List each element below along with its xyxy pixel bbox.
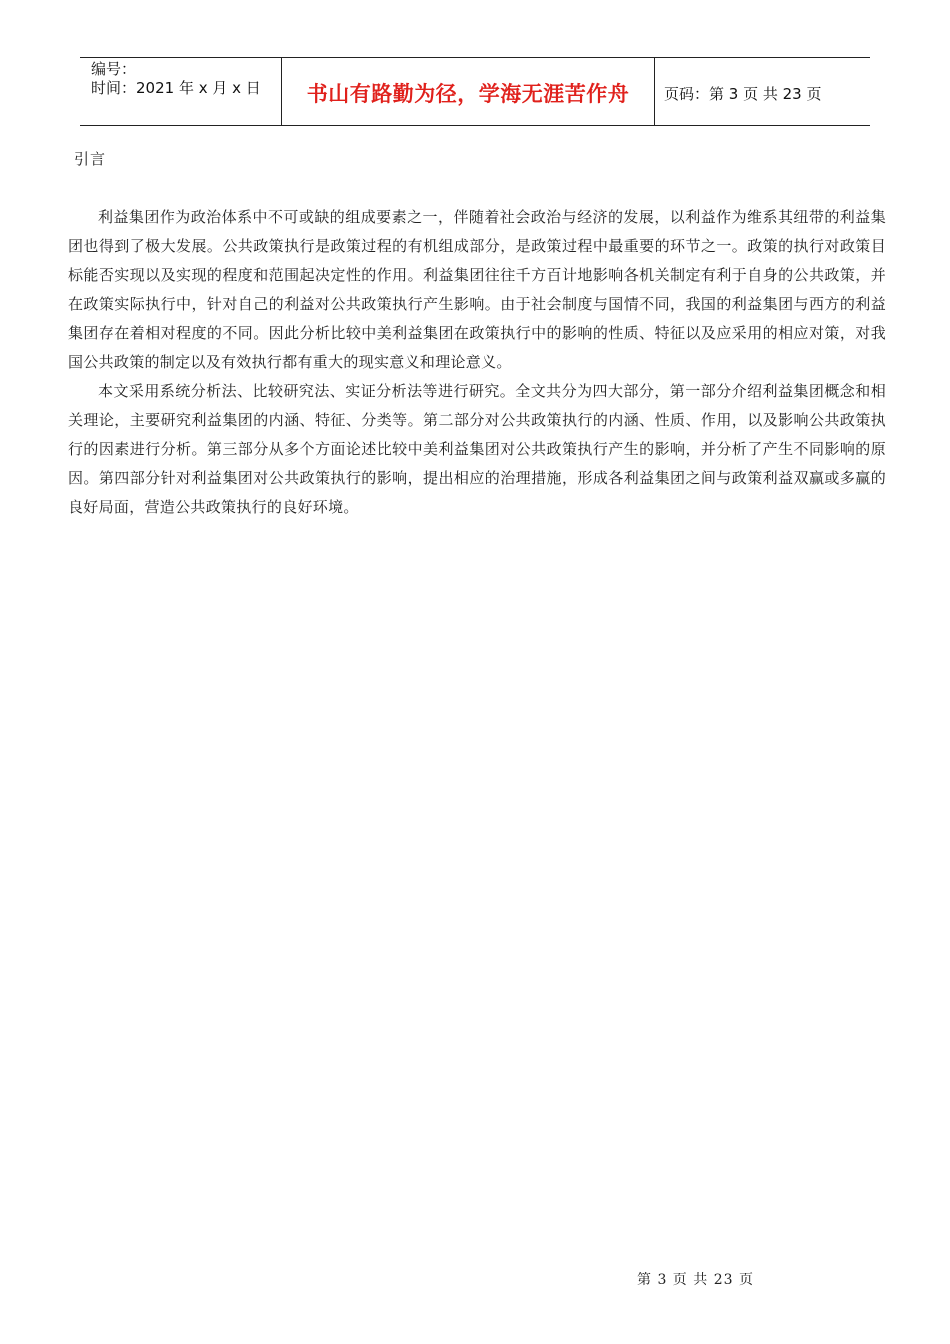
header-bottom-border xyxy=(80,125,870,126)
header-motto: 书山有路勤为径，学海无涯苦作舟 xyxy=(306,82,630,106)
header-top-border xyxy=(80,57,870,58)
page-footer: 第 3 页 共 23 页 xyxy=(637,1272,754,1288)
time-label: 时间：2021 年 x 月 x 日 xyxy=(91,79,261,97)
header-meta xyxy=(91,60,261,98)
section-title: 引言 xyxy=(74,150,107,168)
paragraph: 本文采用系统分析法、比较研究法、实证分析法等进行研究。全文共分为四大部分，第一部分介绍利益集团概念和相关理论，主要研究利益集团的内涵、特征、分类等。第二部分对公共政策执行的内涵、性质、作用，以及影响公共政策执行的因素进行分析。第三部分从多个方面论述比较中美利益集团对公共政策执行产生的影响，并分析了产生不同影响的原因。第四部分针对利益集团对公共政策执行的影响，提出相应的治理措施，形成各利益集团之间与政策利益双赢或多赢的良好局面，营造公共政策执行的良好环境。 xyxy=(68,382,886,516)
header-page-info: 页码：第 3 页 共 23 页 xyxy=(664,85,822,103)
header-divider-right xyxy=(654,57,655,126)
document-body xyxy=(68,203,886,522)
paragraph: 利益集团作为政治体系中不可或缺的组成要素之一，伴随着社会政治与经济的发展，以利益作为维系其纽带的利益集团也得到了极大发展。公共政策执行是政策过程的有机组成部分，是政策过程中最重要的环节之一。政策的执行对政策目标能否实现以及实现的程度和范围起决定性的作用。利益集团往往千方百计地影响各机关制定有利于自身的公共政策，并在政策实际执行中，针对自己的利益对公共政策执行产生影响。由于社会制度与国情不同，我国的利益集团与西方的利益集团存在着相对程度的不同。因此分析比较中美利益集团在政策执行中的影响的性质、特征以及应采用的相应对策，对我国公共政策的制定以及有效执行都有重大的现实意义和理论意义。 xyxy=(68,208,886,371)
number-label: 编号： xyxy=(91,60,137,78)
